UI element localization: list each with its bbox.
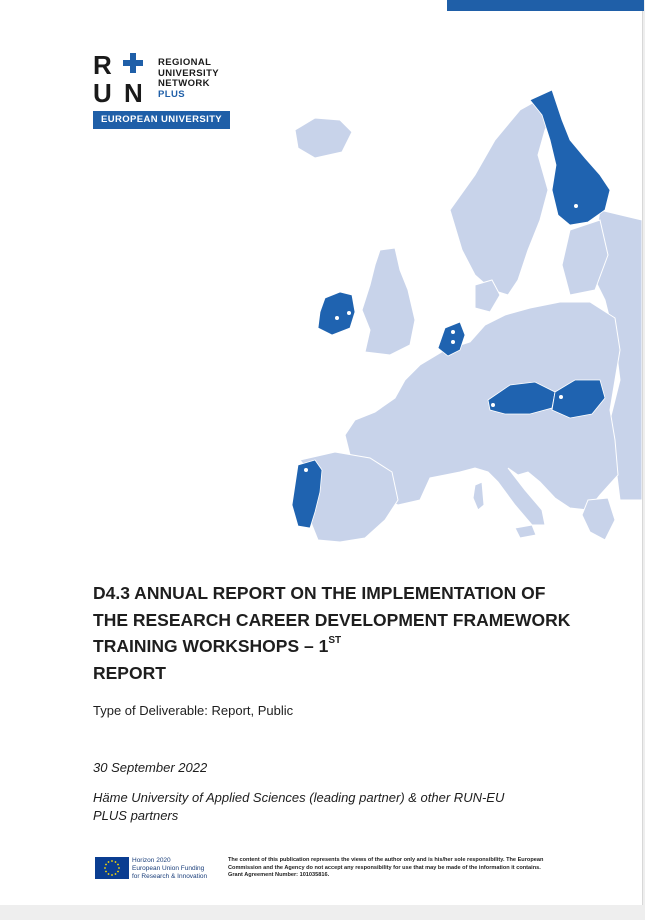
logo-banner: EUROPEAN UNIVERSITY bbox=[93, 111, 230, 129]
logo-letter-n: N bbox=[124, 78, 143, 108]
logo-line-university: UNIVERSITY bbox=[158, 67, 220, 79]
report-title-tail: REPORT bbox=[93, 662, 166, 683]
logo-line-regional: REGIONAL bbox=[158, 57, 212, 68]
eu-funding-line: European Union Funding bbox=[132, 865, 205, 872]
deliverable-type: Type of Deliverable: Report, Public bbox=[93, 703, 294, 718]
report-title-main: D4.3 ANNUAL REPORT ON THE IMPLEMENTATION OF THE RESEARCH CAREER DEVELOPMENT FRAMEWORK TRAINING WORKSHOPS – 1 bbox=[93, 583, 571, 656]
eu-funding-line: for Research & Innovation bbox=[132, 873, 208, 880]
disclaimer-text bbox=[228, 857, 568, 880]
disclaimer-line: Grant Agreement Number: 101035816. bbox=[228, 872, 330, 879]
disclaimer-line: The content of this publication represents the views of the author only and is his/her sole responsibility. The European bbox=[228, 857, 544, 863]
logo-letter-u: U bbox=[93, 78, 112, 108]
report-title-superscript: ST bbox=[328, 635, 342, 646]
report-authors: Häme University of Applied Sciences (leading partner) & other RUN-EU PLUS partners bbox=[93, 790, 505, 823]
europe-map-icon bbox=[270, 80, 642, 550]
logo-letter-r: R bbox=[93, 50, 112, 80]
logo-line-network: NETWORK bbox=[158, 78, 210, 89]
run-eu-logo bbox=[93, 52, 233, 129]
report-date: 30 September 2022 bbox=[93, 760, 208, 775]
logo-line-plus: PLUS bbox=[158, 88, 185, 100]
eu-flag-icon bbox=[95, 857, 129, 879]
report-title bbox=[93, 580, 573, 686]
eu-funding-text bbox=[132, 857, 207, 881]
logo-wordmark bbox=[158, 58, 219, 100]
eu-funding-line: Horizon 2020 bbox=[132, 857, 171, 864]
plus-icon bbox=[123, 53, 143, 73]
disclaimer-line: Commission and the Agency do not accept any responsibility for use that may be made of the information it contains. bbox=[228, 864, 541, 871]
top-accent-bar bbox=[447, 0, 644, 11]
